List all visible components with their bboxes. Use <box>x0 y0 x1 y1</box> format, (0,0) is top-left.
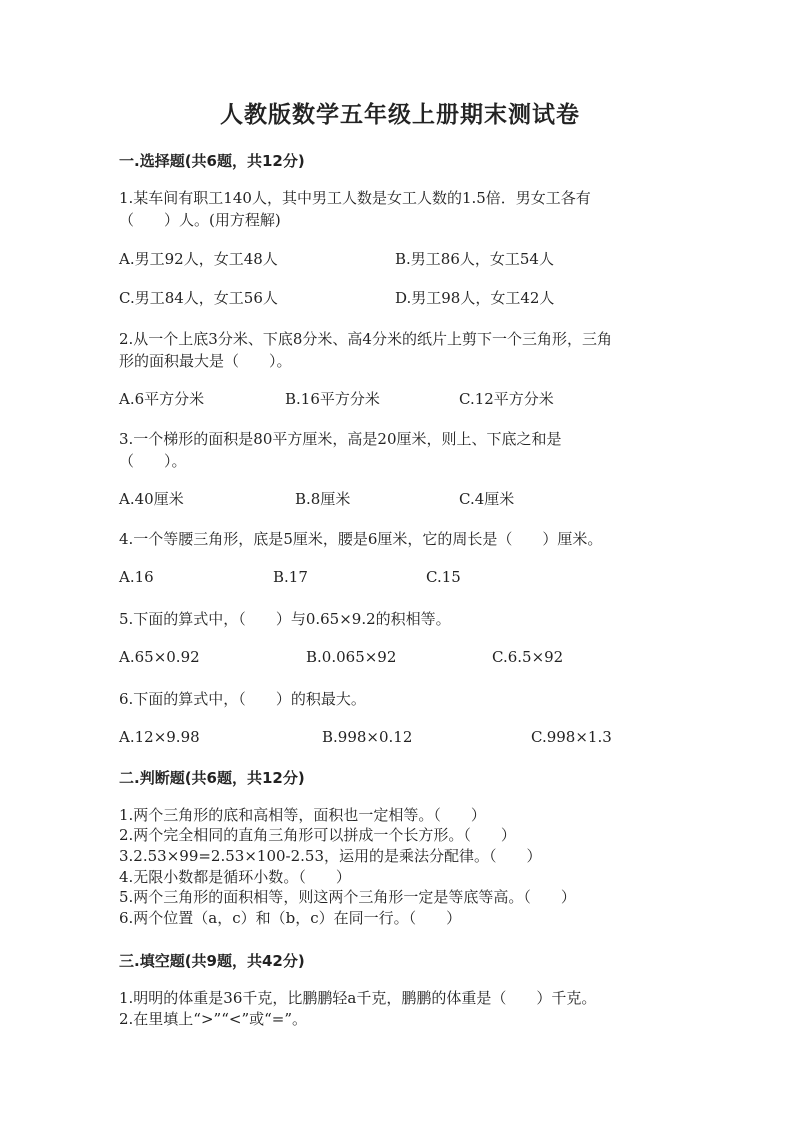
option-a: A.男工92人，女工48人 <box>119 250 278 268</box>
question-text: 6.下面的算式中，（ ）的积最大。 <box>119 690 366 708</box>
section-heading-judge: 二.判断题(共6题，共12分) <box>119 769 305 787</box>
list-item: 6.两个位置（a，c）和（b，c）在同一行。（ ） <box>119 909 462 927</box>
option-d: D.男工98人，女工42人 <box>395 289 555 307</box>
option-a: A.16 <box>119 568 154 586</box>
option-a: A.65×0.92 <box>119 648 200 666</box>
section-heading-choice: 一.选择题(共6题，共12分) <box>119 152 305 170</box>
option-c: C.4厘米 <box>459 490 515 508</box>
option-a: A.6平方分米 <box>119 390 205 408</box>
option-b: B.16平方分米 <box>285 390 380 408</box>
list-item: 2.在里填上“>”“<”或“=”。 <box>119 1010 308 1028</box>
page-title: 人教版数学五年级上册期末测试卷 <box>220 102 580 128</box>
option-c: C.998×1.3 <box>531 728 612 746</box>
option-b: B.17 <box>273 568 308 586</box>
list-item: 1.两个三角形的底和高相等，面积也一定相等。（ ） <box>119 806 486 824</box>
question-text: 1.某车间有职工140人，其中男工人数是女工人数的1.5倍．男女工各有 <box>119 189 591 207</box>
list-item: 5.两个三角形的面积相等，则这两个三角形一定是等底等高。（ ） <box>119 888 576 906</box>
option-c: C.12平方分米 <box>459 390 554 408</box>
option-b: B.8厘米 <box>295 490 351 508</box>
option-c: C.6.5×92 <box>492 648 564 666</box>
list-item: 2.两个完全相同的直角三角形可以拼成一个长方形。（ ） <box>119 826 516 844</box>
question-text: （ ）。 <box>119 452 187 470</box>
option-b: B.998×0.12 <box>322 728 413 746</box>
question-text: 4.一个等腰三角形，底是5厘米，腰是6厘米，它的周长是（ ）厘米。 <box>119 530 603 548</box>
list-item: 4.无限小数都是循环小数。（ ） <box>119 868 351 886</box>
section-heading-fill: 三.填空题(共9题，共42分) <box>119 952 305 970</box>
question-text: （ ）人。(用方程解) <box>119 211 281 229</box>
option-a: A.40厘米 <box>119 490 184 508</box>
option-b: B.男工86人，女工54人 <box>395 250 554 268</box>
question-text: 5.下面的算式中，（ ）与0.65×9.2的积相等。 <box>119 610 451 628</box>
question-text: 2.从一个上底3分米、下底8分米、高4分米的纸片上剪下一个三角形，三角 <box>119 330 612 348</box>
list-item: 3.2.53×99=2.53×100-2.53，运用的是乘法分配律。（ ） <box>119 847 542 865</box>
option-b: B.0.065×92 <box>306 648 397 666</box>
option-a: A.12×9.98 <box>119 728 200 746</box>
question-text: 3.一个梯形的面积是80平方厘米，高是20厘米，则上、下底之和是 <box>119 430 562 448</box>
option-c: C.男工84人，女工56人 <box>119 289 278 307</box>
list-item: 1.明明的体重是36千克，比鹏鹏轻a千克，鹏鹏的体重是（ ）千克。 <box>119 989 597 1007</box>
question-text: 形的面积最大是（ ）。 <box>119 352 292 370</box>
option-c: C.15 <box>426 568 461 586</box>
